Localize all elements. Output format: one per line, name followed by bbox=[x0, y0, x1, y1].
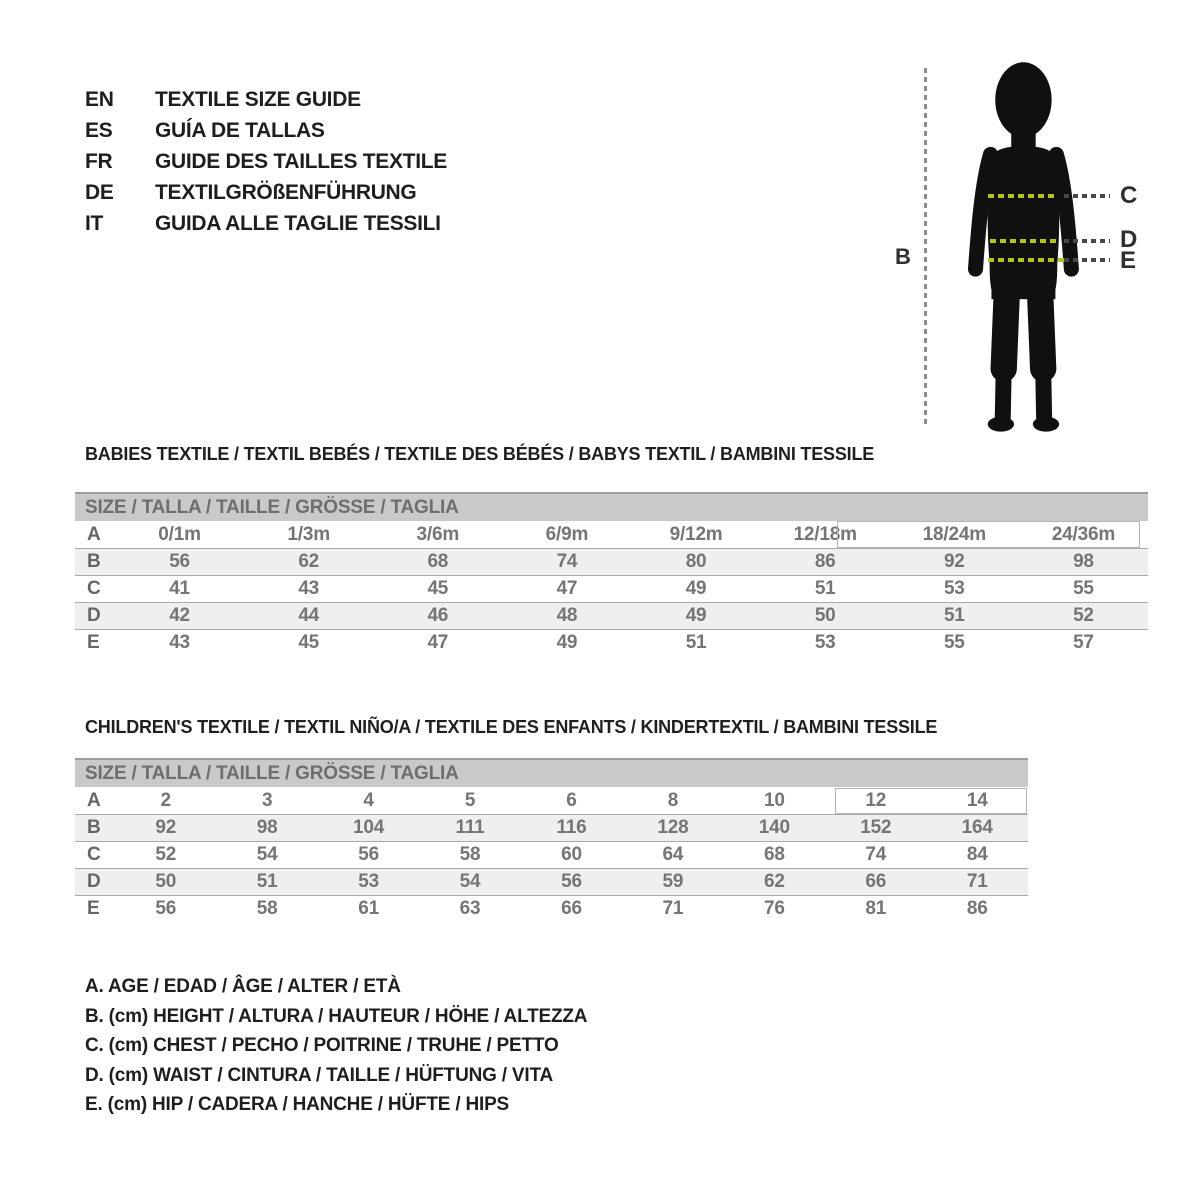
size-cell: 56 bbox=[155, 898, 177, 919]
size-cell: 53 bbox=[814, 632, 836, 653]
size-cell: 12/18m bbox=[793, 523, 857, 545]
language-row bbox=[85, 208, 447, 239]
size-cell: 3/6m bbox=[416, 523, 460, 545]
size-cell: 92 bbox=[943, 551, 965, 572]
size-cell: 5 bbox=[464, 789, 476, 811]
size-cell: 8 bbox=[667, 789, 679, 811]
size-cell: 62 bbox=[298, 551, 320, 572]
size-cell: 50 bbox=[155, 871, 177, 892]
size-cell: 52 bbox=[1073, 605, 1094, 626]
size-cell: 56 bbox=[358, 844, 379, 865]
row-values bbox=[115, 817, 1028, 839]
row-values bbox=[115, 898, 1028, 920]
size-cell: 43 bbox=[298, 578, 320, 599]
row-label: B bbox=[87, 817, 101, 838]
row-values bbox=[115, 551, 1148, 573]
row-values bbox=[115, 524, 1148, 546]
language-row bbox=[85, 115, 447, 146]
size-cell: 86 bbox=[814, 551, 836, 572]
size-cell: 56 bbox=[561, 871, 582, 892]
size-cell: 86 bbox=[966, 898, 988, 919]
size-cell: 66 bbox=[865, 871, 887, 892]
table-row bbox=[75, 841, 1028, 868]
legend-line: E. (cm) HIP / CADERA / HANCHE / HÜFTE / HIPS bbox=[85, 1094, 510, 1115]
size-cell: 55 bbox=[943, 632, 965, 653]
waist-label: D bbox=[1120, 226, 1138, 253]
size-cell: 12 bbox=[865, 789, 887, 811]
size-cell: 1/3m bbox=[287, 523, 330, 545]
size-cell: 51 bbox=[814, 578, 836, 599]
size-cell: 14 bbox=[966, 789, 988, 811]
size-cell: 76 bbox=[763, 898, 785, 919]
size-cell: 47 bbox=[427, 632, 449, 653]
size-cell: 84 bbox=[966, 844, 988, 865]
size-cell: 58 bbox=[256, 898, 278, 919]
size-cell: 74 bbox=[556, 551, 578, 572]
table-row bbox=[75, 548, 1148, 575]
guide-title: TEXTILGRÖßENFÜHRUNG bbox=[155, 181, 417, 204]
size-cell: 55 bbox=[1073, 578, 1094, 599]
size-cell: 74 bbox=[865, 844, 887, 865]
size-cell: 45 bbox=[427, 578, 449, 599]
language-row bbox=[85, 84, 447, 115]
row-label: C bbox=[87, 844, 101, 865]
size-cell: 98 bbox=[256, 817, 278, 838]
babies-table-header: SIZE / TALLA / TAILLE / GRÖSSE / TAGLIA bbox=[75, 492, 1148, 521]
language-title-list bbox=[85, 84, 447, 239]
babies-section-title: BABIES TEXTILE / TEXTIL BEBÉS / TEXTILE DES BÉBÉS / BABYS TEXTIL / BAMBINI TESSILE bbox=[85, 444, 875, 464]
chest-leader-line bbox=[1064, 194, 1110, 198]
measurement-legend bbox=[85, 972, 587, 1120]
size-cell: 98 bbox=[1073, 551, 1094, 572]
size-cell: 56 bbox=[169, 551, 190, 572]
children-table-rows bbox=[75, 787, 1028, 922]
size-cell: 116 bbox=[556, 817, 587, 838]
size-cell: 61 bbox=[358, 898, 379, 919]
size-cell: 4 bbox=[363, 789, 374, 811]
waist-leader-line bbox=[1064, 239, 1110, 243]
legend-line: B. (cm) HEIGHT / ALTURA / HAUTEUR / HÖHE / ALTEZZA bbox=[85, 1005, 588, 1027]
children-size-table bbox=[75, 758, 1028, 922]
size-cell: 104 bbox=[353, 817, 385, 838]
height-label: B bbox=[895, 244, 911, 269]
size-cell: 53 bbox=[358, 871, 379, 892]
size-cell: 66 bbox=[561, 898, 582, 919]
size-cell: 68 bbox=[763, 844, 785, 865]
row-values bbox=[115, 578, 1148, 600]
language-code: EN bbox=[85, 88, 114, 111]
size-cell: 43 bbox=[169, 632, 190, 653]
size-cell: 2 bbox=[160, 789, 171, 811]
size-cell: 57 bbox=[1073, 632, 1094, 653]
row-label: C bbox=[87, 578, 101, 599]
language-code: DE bbox=[85, 181, 114, 204]
row-values bbox=[115, 605, 1148, 627]
size-cell: 0/1m bbox=[158, 523, 201, 545]
size-cell: 53 bbox=[943, 578, 965, 599]
size-cell: 71 bbox=[662, 898, 684, 919]
language-row bbox=[85, 177, 447, 208]
size-cell: 3 bbox=[261, 789, 273, 811]
babies-table-rows bbox=[75, 521, 1148, 656]
size-cell: 24/36m bbox=[1051, 523, 1116, 545]
table-row bbox=[75, 521, 1148, 548]
measurement-figure bbox=[880, 40, 1170, 460]
row-label: A bbox=[87, 523, 101, 545]
hip-dashes bbox=[988, 258, 1064, 262]
guide-title: GUIDA ALLE TAGLIE TESSILI bbox=[155, 212, 441, 235]
language-code: ES bbox=[85, 119, 113, 142]
children-table-header: SIZE / TALLA / TAILLE / GRÖSSE / TAGLIA bbox=[75, 758, 1028, 787]
table-row bbox=[75, 787, 1028, 814]
legend-line: D. (cm) WAIST / CINTURA / TAILLE / HÜFTUNG / VITA bbox=[85, 1064, 553, 1086]
size-cell: 128 bbox=[657, 817, 689, 838]
legend-line: C. (cm) CHEST / PECHO / POITRINE / TRUHE / PETTO bbox=[85, 1035, 559, 1056]
size-cell: 52 bbox=[155, 844, 177, 865]
size-cell: 6/9m bbox=[545, 523, 589, 545]
size-cell: 64 bbox=[662, 844, 684, 865]
size-cell: 51 bbox=[685, 632, 707, 653]
size-cell: 49 bbox=[685, 605, 707, 626]
row-label: E bbox=[87, 898, 100, 919]
table-row bbox=[75, 895, 1028, 922]
size-cell: 140 bbox=[758, 817, 790, 838]
size-cell: 6 bbox=[566, 789, 577, 811]
row-values bbox=[115, 871, 1028, 893]
size-cell: 48 bbox=[556, 605, 578, 626]
size-cell: 44 bbox=[298, 605, 320, 626]
size-cell: 42 bbox=[169, 605, 190, 626]
language-code: IT bbox=[85, 212, 104, 235]
size-cell: 164 bbox=[961, 817, 993, 838]
chest-label: C bbox=[1120, 182, 1138, 209]
table-row bbox=[75, 814, 1028, 841]
size-cell: 46 bbox=[427, 605, 449, 626]
waist-dashes bbox=[990, 239, 1060, 243]
size-cell: 9/12m bbox=[669, 523, 723, 545]
size-cell: 10 bbox=[763, 789, 785, 811]
size-cell: 49 bbox=[556, 632, 578, 653]
table-row bbox=[75, 629, 1148, 656]
hip-leader-line bbox=[1064, 258, 1110, 262]
size-cell: 51 bbox=[943, 605, 965, 626]
size-cell: 54 bbox=[459, 871, 481, 892]
size-cell: 54 bbox=[256, 844, 278, 865]
row-values bbox=[115, 790, 1028, 812]
size-cell: 41 bbox=[169, 578, 190, 599]
size-cell: 81 bbox=[865, 898, 887, 919]
row-values bbox=[115, 632, 1148, 654]
guide-title: GUÍA DE TALLAS bbox=[155, 119, 325, 142]
size-cell: 18/24m bbox=[922, 523, 986, 545]
guide-title: TEXTILE SIZE GUIDE bbox=[155, 88, 361, 111]
size-cell: 60 bbox=[561, 844, 582, 865]
legend-line: A. AGE / EDAD / ÂGE / ALTER / ETÀ bbox=[85, 976, 401, 997]
size-cell: 50 bbox=[814, 605, 836, 626]
size-cell: 47 bbox=[556, 578, 578, 599]
size-cell: 71 bbox=[966, 871, 988, 892]
child-silhouette bbox=[952, 58, 1093, 435]
table-row bbox=[75, 575, 1148, 602]
size-cell: 152 bbox=[860, 817, 892, 838]
size-cell: 63 bbox=[459, 898, 481, 919]
size-cell: 59 bbox=[662, 871, 684, 892]
size-cell: 58 bbox=[459, 844, 481, 865]
table-row bbox=[75, 602, 1148, 629]
language-code: FR bbox=[85, 150, 113, 173]
size-cell: 111 bbox=[455, 817, 485, 838]
guide-title: GUIDE DES TAILLES TEXTILE bbox=[155, 150, 447, 173]
language-row bbox=[85, 146, 447, 177]
row-label: A bbox=[87, 789, 101, 811]
children-section-title: CHILDREN'S TEXTILE / TEXTIL NIÑO/A / TEXTILE DES ENFANTS / KINDERTEXTIL / BAMBINI TESSILE bbox=[85, 717, 938, 737]
row-values bbox=[115, 844, 1028, 866]
table-row bbox=[75, 868, 1028, 895]
size-cell: 62 bbox=[763, 871, 785, 892]
height-dashed-line bbox=[924, 68, 927, 426]
row-label: D bbox=[87, 871, 101, 892]
row-label: E bbox=[87, 632, 100, 653]
size-cell: 80 bbox=[685, 551, 707, 572]
size-cell: 92 bbox=[155, 817, 177, 838]
hip-label: E bbox=[1120, 247, 1137, 274]
size-cell: 68 bbox=[427, 551, 449, 572]
row-label: D bbox=[87, 605, 101, 626]
row-label: B bbox=[87, 551, 101, 572]
size-cell: 45 bbox=[298, 632, 320, 653]
size-cell: 49 bbox=[685, 578, 707, 599]
babies-size-table bbox=[75, 492, 1148, 656]
chest-dashes bbox=[988, 194, 1056, 198]
size-cell: 51 bbox=[256, 871, 278, 892]
